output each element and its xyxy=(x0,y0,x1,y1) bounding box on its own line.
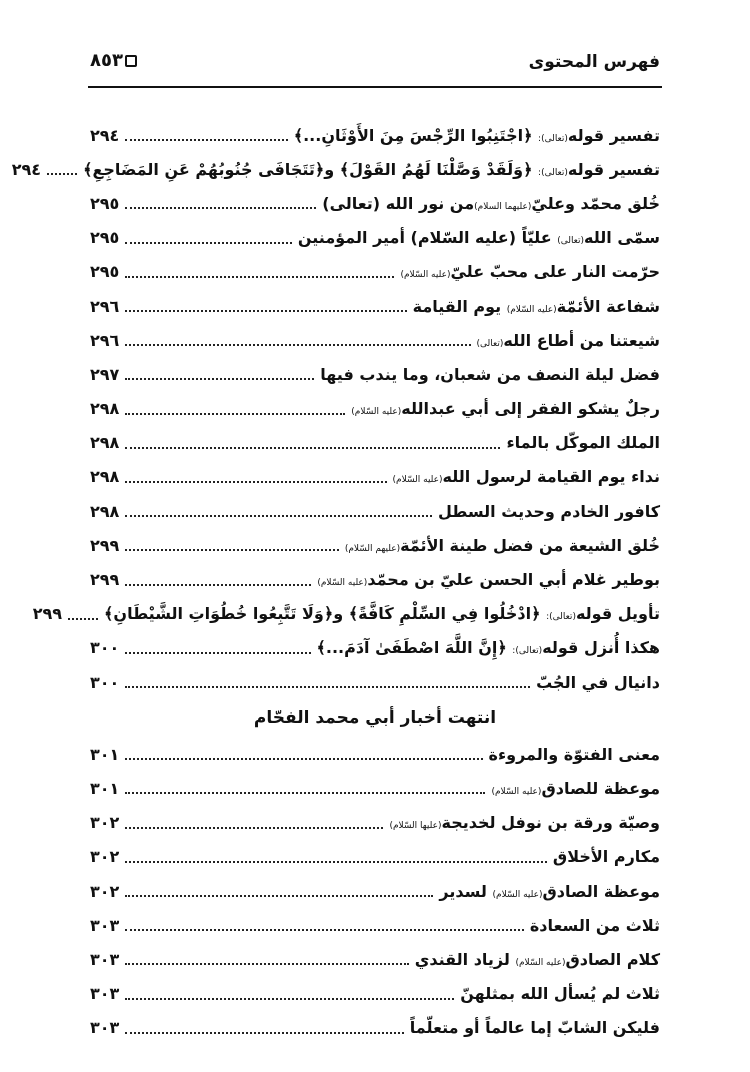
dot-leader xyxy=(125,1032,404,1034)
entry-page-number: ٢٩٦ xyxy=(90,330,120,350)
entry-page-number: ٣٠٣ xyxy=(90,1018,120,1038)
entry-title-text: نداء يوم القيامة لرسول الله xyxy=(442,467,660,487)
entry-title xyxy=(389,813,660,832)
entry-title-text: تأويل قوله xyxy=(575,604,660,624)
entry-page-number: ٢٩٥ xyxy=(90,228,120,248)
entry-title-text: مكارم الأخلاق xyxy=(552,847,660,867)
dot-leader xyxy=(125,652,310,654)
entry-title xyxy=(491,779,660,798)
entry-title xyxy=(317,638,661,657)
entry-title-tail: ﴿وَلَقَدْ وَصَّلْنَا لَهُمُ القَوْلَ﴾ و﴿تَتَجَافَى جُنُوبُهُمْ عَنِ المَضَاجِعِ﴾ xyxy=(83,159,539,179)
entry-title xyxy=(415,950,660,969)
entry-page-number: ٢٩٤ xyxy=(11,159,42,179)
toc-entry xyxy=(90,289,660,323)
toc-entry xyxy=(90,357,660,391)
toc-entry xyxy=(90,392,660,426)
dot-leader xyxy=(125,276,394,278)
dot-leader xyxy=(125,686,530,688)
toc-entry xyxy=(90,874,660,908)
entry-page-number: ٣٠١ xyxy=(90,778,120,798)
dot-leader xyxy=(125,139,287,141)
entry-honorific: (عليه السّلام) xyxy=(492,889,543,900)
toc-entry xyxy=(90,942,660,976)
toc-entry xyxy=(90,771,660,805)
dot-leader xyxy=(125,413,345,415)
entry-title-text: كلام الصادق xyxy=(565,949,660,969)
page-header xyxy=(90,50,660,80)
dot-leader xyxy=(125,758,482,760)
entry-title-text: هكذا أُنزل قوله xyxy=(542,638,660,658)
dot-leader xyxy=(125,895,433,897)
entry-honorific: (تعالى): xyxy=(546,612,576,623)
entry-title-text: فضل ليلة النصف من شعبان، وما يندب فيها xyxy=(320,364,660,384)
entry-page-number: ٣٠٣ xyxy=(90,915,120,935)
dot-leader xyxy=(125,242,292,244)
entry-title-text: موعظة للصادق xyxy=(541,778,660,798)
entry-title xyxy=(553,847,660,866)
dot-leader xyxy=(125,515,432,517)
entry-title-text: معنى الفتوّة والمروءة xyxy=(488,744,660,764)
toc-entry xyxy=(90,323,660,357)
entry-page-number: ٣٠٢ xyxy=(90,813,120,833)
toc-entries-after xyxy=(90,737,660,1045)
entry-honorific: (تعالى): xyxy=(538,133,568,144)
entry-honorific: (عليه السّلام) xyxy=(515,957,566,968)
entry-title-text: خُلق محمّد وعليّ xyxy=(531,193,660,213)
entry-honorific: (عليه السّلام) xyxy=(351,407,402,418)
entry-title xyxy=(460,984,660,1003)
entry-honorific: (عليه السّلام) xyxy=(400,270,451,281)
entry-title-text: تفسير قوله xyxy=(567,159,660,179)
entry-title-text: شفاعة الأئمّة xyxy=(556,296,660,316)
entry-page-number: ٣٠٠ xyxy=(90,638,120,658)
page-square-icon xyxy=(125,55,137,67)
toc-entry xyxy=(90,460,660,494)
entry-honorific: (عليه السّلام) xyxy=(491,786,542,797)
entry-title-tail: من نور الله (تعالى) xyxy=(322,193,475,213)
entry-title-text: ثلاث من السعادة xyxy=(529,915,660,935)
entry-page-number: ٣٠١ xyxy=(90,744,120,764)
dot-leader xyxy=(125,792,485,794)
entry-title-text: خُلق الشيعة من فضل طينة الأئمّة xyxy=(400,535,660,555)
entry-title-text: دانيال في الجُبّ xyxy=(536,672,660,692)
toc-entry xyxy=(90,118,660,152)
dot-leader xyxy=(68,618,98,620)
entry-page-number: ٣٠٣ xyxy=(90,984,120,1004)
toc-entry xyxy=(90,737,660,771)
entry-honorific: (عليهم السّلام) xyxy=(344,543,401,554)
entry-title-tail: لزياد القندي xyxy=(414,949,516,969)
entry-title xyxy=(320,365,660,384)
dot-leader xyxy=(125,827,383,829)
dot-leader xyxy=(125,998,454,1000)
toc-entry xyxy=(90,528,660,562)
entry-title xyxy=(322,194,660,213)
toc-entry xyxy=(90,908,660,942)
entry-honorific: (تعالى): xyxy=(512,646,543,657)
dot-leader xyxy=(125,344,470,346)
entry-title-tail: ﴿إِنَّ اللَّهَ اصْطَفَىٰ آدَمَ...﴾ xyxy=(316,638,513,658)
entry-page-number: ٢٩٥ xyxy=(90,193,120,213)
entry-title xyxy=(410,1018,660,1037)
toc-entry xyxy=(90,221,660,255)
entry-title xyxy=(530,916,660,935)
toc-entry xyxy=(90,665,660,699)
dot-leader xyxy=(125,549,339,551)
entry-title xyxy=(438,502,660,521)
toc-entry xyxy=(90,255,660,289)
entry-title xyxy=(345,536,660,555)
entry-title xyxy=(393,467,660,486)
entry-page-number: ٢٩٨ xyxy=(90,467,120,487)
header-page-number xyxy=(90,50,137,71)
entry-page-number: ٢٩٩ xyxy=(90,535,120,555)
toc-entry xyxy=(90,186,660,220)
entry-title xyxy=(489,745,661,764)
entry-title-text: فليكن الشابّ إما عالماً أو متعلّماً xyxy=(409,1018,660,1038)
entry-title-text: شيعتنا من أطاع الله xyxy=(503,330,660,350)
entry-title-text: كافور الخادم وحديث السطل xyxy=(437,501,660,521)
toc-entry xyxy=(90,806,660,840)
entry-honorific: (تعالى) xyxy=(557,236,585,247)
entry-honorific: (عليه السّلام) xyxy=(392,475,443,486)
dot-leader xyxy=(125,378,314,380)
toc-entry xyxy=(90,426,660,460)
entry-page-number: ٢٩٩ xyxy=(90,570,120,590)
dot-leader xyxy=(125,481,386,483)
entry-title-tail: عليّاً (عليه السّلام) أمير المؤمنين xyxy=(297,228,558,248)
entry-title xyxy=(104,604,660,623)
toc-entry xyxy=(90,562,660,596)
entry-title xyxy=(536,673,660,692)
toc-entry xyxy=(90,840,660,874)
entry-title-text: رجلٌ يشكو الفقر إلى أبي عبدالله xyxy=(401,399,660,419)
toc-entry xyxy=(32,597,660,631)
entry-title xyxy=(506,433,660,452)
entry-page-number: ٢٩٩ xyxy=(32,604,63,624)
entry-title xyxy=(83,160,660,179)
entry-title-tail: ﴿ادْخُلُوا فِي السِّلْمِ كَافَّةً﴾ و﴿وَلَا تَتَّبِعُوا خُطُوَاتِ الشَّيْطَانِ﴾ xyxy=(104,604,547,624)
entry-title-tail: يوم القيامة xyxy=(412,296,507,316)
entry-page-number: ٣٠٣ xyxy=(90,949,120,969)
entry-title-text: وصيّة ورقة بن نوفل لخديجة xyxy=(441,813,660,833)
dot-leader xyxy=(125,861,547,863)
entry-title xyxy=(317,570,660,589)
entry-page-number: ٣٠٢ xyxy=(90,881,120,901)
entry-title xyxy=(400,262,660,281)
entry-title-text: الملك الموكّل بالماء xyxy=(506,433,660,453)
dot-leader xyxy=(125,310,406,312)
entry-title-text: تفسير قوله xyxy=(567,125,660,145)
entry-title xyxy=(294,126,660,145)
entry-page-number: ٢٩٨ xyxy=(90,399,120,419)
entry-page-number: ٢٩٨ xyxy=(90,433,120,453)
entry-honorific: (عليها السّلام) xyxy=(389,821,442,832)
entry-page-number: ٢٩٦ xyxy=(90,296,120,316)
entry-honorific: (عليه السّلام) xyxy=(506,304,557,315)
entry-title xyxy=(477,331,660,350)
header-title: فهرس المحتوى xyxy=(528,52,660,72)
entry-honorific: (عليه السّلام) xyxy=(317,578,368,589)
header-rule xyxy=(88,86,662,88)
toc-entry xyxy=(90,1011,660,1045)
entry-title-tail: ﴿اجْتَنِبُوا الرِّجْسَ مِنَ الأَوْثَانِ...﴾ xyxy=(293,125,539,145)
table-of-contents xyxy=(11,118,660,1045)
dot-leader xyxy=(125,929,524,931)
dot-leader xyxy=(47,173,77,175)
entry-title xyxy=(439,882,660,901)
entry-title xyxy=(298,228,660,247)
page-number: ٨٥٣ xyxy=(90,50,123,71)
entry-page-number: ٢٩٤ xyxy=(90,125,120,145)
entry-page-number: ٢٩٨ xyxy=(90,501,120,521)
dot-leader xyxy=(125,207,316,209)
entry-title-tail: لسدير xyxy=(439,881,493,901)
entry-title-text: موعظة الصادق xyxy=(542,881,660,901)
entry-honorific: (تعالى): xyxy=(538,167,568,178)
entry-page-number: ٢٩٧ xyxy=(90,364,120,384)
toc-entry xyxy=(90,631,660,665)
entry-honorific: (تعالى) xyxy=(476,338,504,349)
dot-leader xyxy=(125,584,311,586)
entry-page-number: ٢٩٥ xyxy=(90,262,120,282)
entry-title-text: سمّى الله xyxy=(584,228,660,248)
toc-entry xyxy=(11,152,660,186)
toc-entry xyxy=(90,494,660,528)
toc-entries-before xyxy=(11,118,660,699)
entry-title xyxy=(351,399,660,418)
entry-title-text: حرّمت النار على محبّ عليّ xyxy=(450,262,660,282)
section-heading: انتهت أخبار أبي محمد الفحّام xyxy=(253,708,497,729)
entry-page-number: ٣٠٢ xyxy=(90,847,120,867)
toc-entry xyxy=(90,977,660,1011)
entry-title-text: بوطير غلام أبي الحسن عليّ بن محمّد xyxy=(367,570,660,590)
entry-honorific: (عليهما السلام) xyxy=(474,201,532,212)
entry-page-number: ٣٠٠ xyxy=(90,672,120,692)
entry-title-text: ثلاث لم يُسأل الله بمثلهنّ xyxy=(460,984,660,1004)
entry-title xyxy=(413,297,660,316)
dot-leader xyxy=(125,963,408,965)
dot-leader xyxy=(125,447,500,449)
